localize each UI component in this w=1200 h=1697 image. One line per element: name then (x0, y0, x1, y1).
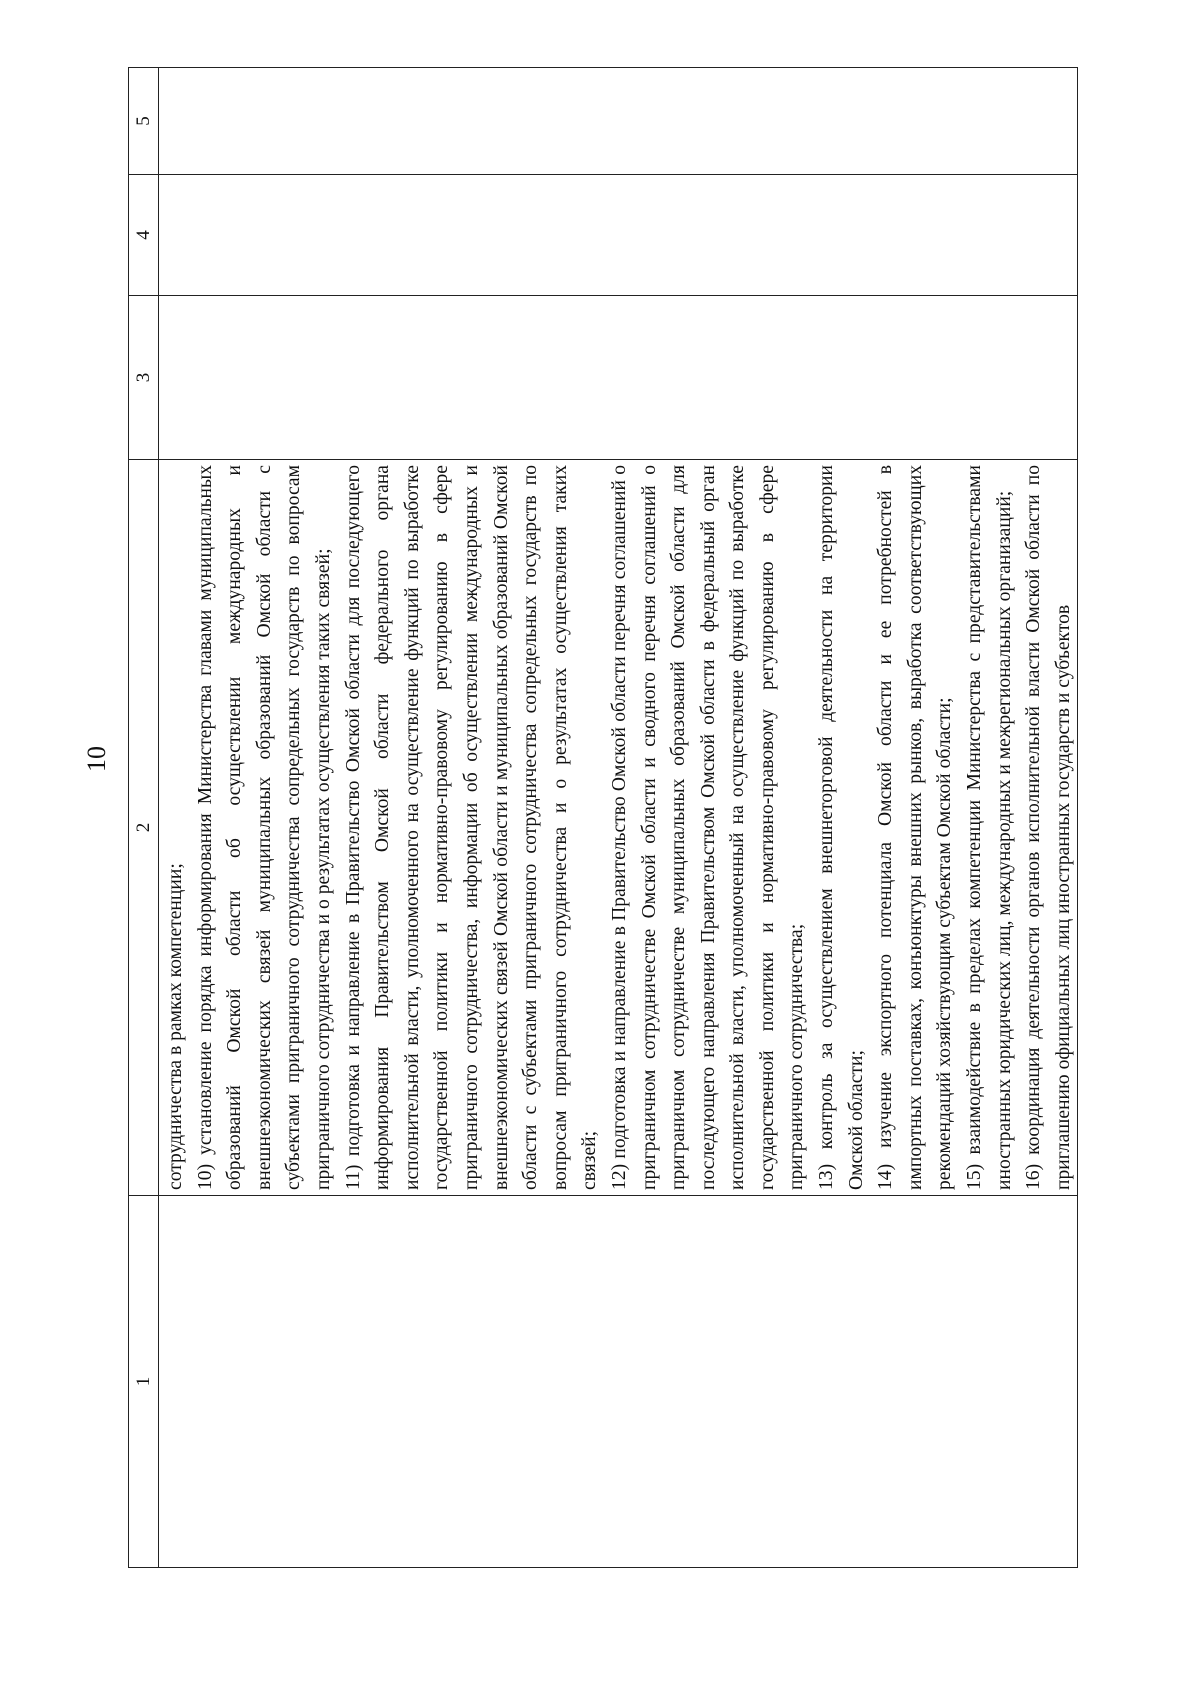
paragraph: 15) взаимодействие в пределах компетенции Министерства с представительствами иностранных юридических лиц, международных и межрегиональных организаций; (964, 465, 1015, 1190)
column-header-3: 3 (129, 296, 159, 460)
column-header-1: 1 (129, 1196, 159, 1568)
paragraph: сотрудничества в рамках компетенции; (165, 863, 186, 1190)
column-header-5: 5 (129, 68, 159, 175)
header-row (129, 68, 159, 1568)
table-row (159, 68, 1078, 1568)
cell-col-2-text (159, 460, 1074, 1195)
paragraph: 12) подготовка и направление в Правительство Омской области перечня соглашений о приграничном сотрудничестве Омской области и сводного перечня соглашений о приграничном сотрудничестве муниципальных образований Омской области для последующего направления Правительством Омской области в федеральный орган исполнительной власти, уполномоченный на осуществление функций по выработке государственной политики и нормативно-правовому регулированию в сфере приграничного сотрудничества; (608, 465, 808, 1190)
cell-col-4 (159, 175, 1078, 296)
paragraph: 13) контроль за осуществлением внешнеторговой деятельности на территории Омской области; (816, 465, 867, 1190)
cell-col-1 (159, 1196, 1078, 1568)
table-frame (128, 68, 1078, 1568)
document-table (128, 67, 1078, 1568)
paragraph: 10) установление порядка информирования Министерства главами муниципальных образований Омской области об осуществлении международных и внешнеэкономических связей муниципальных образований Омской области с субъектами приграничного сотрудничества сопредельных государств по вопросам приграничного сотрудничества и о результатах осуществления таких связей; (194, 465, 334, 1190)
cell-col-3 (159, 296, 1078, 460)
column-header-4: 4 (129, 175, 159, 296)
paragraph: 14) изучение экспортного потенциала Омской области и ее потребностей в импортных поставках, конъюнктуры внешних рынков, выработка соответствующих рекомендаций хозяйствующим субъектам Омской области; (875, 465, 956, 1190)
cell-col-5 (159, 68, 1078, 175)
column-header-2: 2 (129, 460, 159, 1196)
cell-col-2 (159, 460, 1078, 1196)
page-number: 10 (82, 746, 111, 772)
paragraph: 16) координация деятельности органов исполнительной власти Омской области по приглашению официальных лиц иностранных государств и субъектов (1023, 465, 1074, 1190)
paragraph: 11) подготовка и направление в Правительство Омской области для последующего информирования Правительством Омской области федерального органа исполнительной власти, уполномоченного на осуществление функций по выработке государственной политики и нормативно-правовому регулированию в сфере приграничного сотрудничества, информации об осуществлении международных и внешнеэкономических связей Омской области и муниципальных образований Омской области с субъектами приграничного сотрудничества сопредельных государств по вопросам приграничного сотрудничества и о результатах осуществления таких связей; (342, 465, 601, 1190)
